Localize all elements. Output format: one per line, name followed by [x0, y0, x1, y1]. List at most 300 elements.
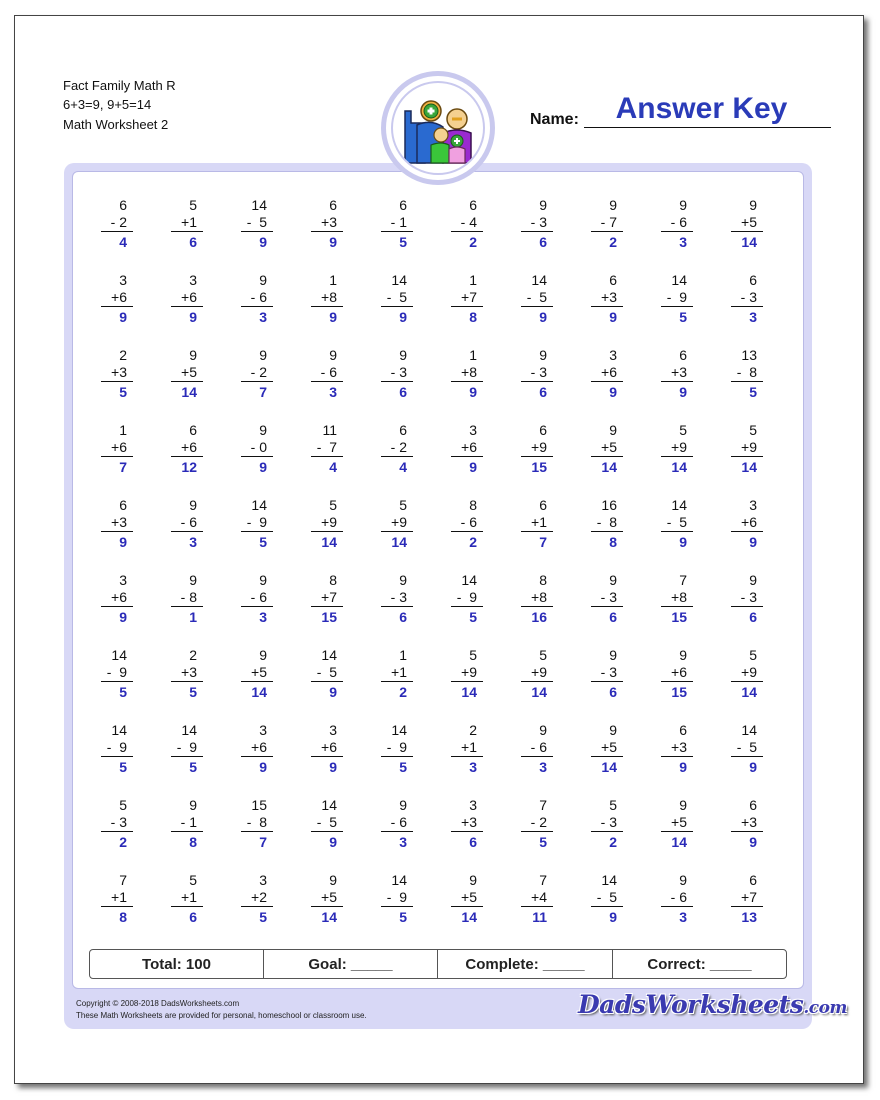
problem-rule	[171, 906, 203, 907]
problem-top-number: 6	[679, 722, 687, 738]
problem-answer: 14	[741, 684, 757, 700]
correct-field: Correct: _____	[647, 956, 752, 973]
problem-answer: 9	[329, 234, 337, 250]
problem-operator-number: +6	[251, 739, 267, 755]
problem-operator-number: +9	[531, 664, 547, 680]
problem-operator-number: +5	[461, 889, 477, 905]
problem	[171, 572, 215, 632]
problem-rule	[311, 756, 343, 757]
problem-answer: 9	[609, 309, 617, 325]
problem-top-number: 3	[259, 722, 267, 738]
problem-operator-number: +7	[741, 889, 757, 905]
problem	[591, 272, 635, 332]
problem	[661, 497, 705, 557]
problem-answer: 5	[679, 309, 687, 325]
problem-operator-number: +3	[111, 514, 127, 530]
problem	[241, 347, 285, 407]
problem-rule	[241, 831, 273, 832]
problem-top-number: 14	[391, 272, 407, 288]
problem-operator-number: - 3	[600, 589, 617, 605]
problem-rule	[661, 231, 693, 232]
complete-field: Complete: _____	[438, 950, 613, 978]
problem	[591, 797, 635, 857]
problem-answer: 7	[259, 834, 267, 850]
problem-rule	[451, 606, 483, 607]
problem-top-number: 9	[679, 797, 687, 813]
problem	[101, 272, 145, 332]
problem-answer: 5	[119, 684, 127, 700]
problem-top-number: 3	[119, 572, 127, 588]
problem-top-number: 9	[469, 872, 477, 888]
problem-top-number: 1	[329, 272, 337, 288]
problem	[661, 647, 705, 707]
problem-operator-number: - 5	[316, 664, 337, 680]
problem-operator-number: - 6	[320, 364, 337, 380]
problem-operator-number: +9	[671, 439, 687, 455]
problem-answer: 9	[259, 234, 267, 250]
problem	[521, 572, 565, 632]
problem	[731, 422, 775, 482]
problem-operator-number: +7	[461, 289, 477, 305]
copyright-notice	[76, 998, 367, 1022]
problem-answer: 3	[189, 534, 197, 550]
problem-answer: 6	[469, 834, 477, 850]
problem-top-number: 3	[259, 872, 267, 888]
problem-operator-number: - 9	[386, 889, 407, 905]
problem-operator-number: +8	[531, 589, 547, 605]
problem-top-number: 5	[539, 647, 547, 663]
problem-rule	[731, 831, 763, 832]
problem	[101, 197, 145, 257]
problem-top-number: 9	[609, 197, 617, 213]
problem	[521, 197, 565, 257]
problem-operator-number: +9	[741, 439, 757, 455]
problem-rule	[241, 231, 273, 232]
problem-rule	[101, 456, 133, 457]
problem-top-number: 6	[539, 422, 547, 438]
problem-answer: 9	[469, 459, 477, 475]
problem-operator-number: +8	[671, 589, 687, 605]
problem-rule	[731, 306, 763, 307]
problem-operator-number: +1	[391, 664, 407, 680]
problem-top-number: 1	[469, 272, 477, 288]
answer-key-label: Answer Key	[615, 92, 788, 125]
problem-rule	[381, 831, 413, 832]
problem-rule	[241, 681, 273, 682]
problem-operator-number: - 1	[180, 814, 197, 830]
problem	[381, 797, 425, 857]
problem-rule	[101, 231, 133, 232]
problem-operator-number: - 3	[600, 814, 617, 830]
problem-rule	[451, 231, 483, 232]
problem	[451, 197, 495, 257]
problem	[731, 197, 775, 257]
problem-rule	[381, 681, 413, 682]
problem-operator-number: - 6	[180, 514, 197, 530]
problem-operator-number: - 8	[736, 364, 757, 380]
problem-operator-number: - 6	[250, 289, 267, 305]
problem	[591, 422, 635, 482]
problem-rule	[521, 756, 553, 757]
problem	[101, 797, 145, 857]
problem-answer: 8	[469, 309, 477, 325]
problem-answer: 2	[469, 234, 477, 250]
problem-answer: 2	[609, 234, 617, 250]
problem	[731, 647, 775, 707]
problem-rule	[241, 606, 273, 607]
problem-answer: 14	[461, 909, 477, 925]
problem-operator-number: +5	[671, 814, 687, 830]
problem-top-number: 5	[119, 797, 127, 813]
problem-operator-number: - 9	[456, 589, 477, 605]
problem-rule	[171, 531, 203, 532]
problem-top-number: 5	[189, 197, 197, 213]
problem-top-number: 14	[321, 647, 337, 663]
problem-answer: 3	[399, 834, 407, 850]
problem-top-number: 9	[679, 872, 687, 888]
problem-rule	[521, 906, 553, 907]
problem-operator-number: +3	[111, 364, 127, 380]
problem-operator-number: - 2	[250, 364, 267, 380]
problem-answer: 14	[461, 684, 477, 700]
problem-operator-number: +3	[601, 289, 617, 305]
problem-operator-number: +5	[321, 889, 337, 905]
problem	[451, 272, 495, 332]
problem-operator-number: - 4	[460, 214, 477, 230]
problem-answer: 6	[539, 234, 547, 250]
problem-rule	[521, 381, 553, 382]
brand-dads: Dads	[578, 990, 646, 1019]
problem-rule	[171, 831, 203, 832]
problem	[381, 722, 425, 782]
problem-rule	[731, 381, 763, 382]
problem-answer: 9	[329, 309, 337, 325]
problem-top-number: 14	[111, 647, 127, 663]
problem-answer: 14	[321, 909, 337, 925]
problem-answer: 14	[671, 459, 687, 475]
problem-top-number: 1	[469, 347, 477, 363]
problem	[311, 647, 355, 707]
problem-rule	[311, 456, 343, 457]
problem-answer: 15	[531, 459, 547, 475]
problem-top-number: 15	[251, 797, 267, 813]
problem-rule	[591, 756, 623, 757]
problem-top-number: 9	[609, 722, 617, 738]
problem-operator-number: - 3	[600, 664, 617, 680]
problem	[451, 872, 495, 932]
problem	[241, 872, 285, 932]
name-field-line	[584, 127, 831, 128]
problem-operator-number: +5	[601, 439, 617, 455]
problem-rule	[101, 906, 133, 907]
problem-answer: 3	[679, 909, 687, 925]
problem-operator-number: - 9	[386, 739, 407, 755]
problem-operator-number: +6	[181, 439, 197, 455]
problem-rule	[661, 381, 693, 382]
problem-rule	[591, 306, 623, 307]
problem-top-number: 6	[749, 272, 757, 288]
problem-rule	[381, 456, 413, 457]
goal-field: Goal: _____	[264, 950, 438, 978]
problem-answer: 9	[189, 309, 197, 325]
problem-top-number: 5	[609, 797, 617, 813]
problem-answer: 14	[321, 534, 337, 550]
problem-top-number: 1	[119, 422, 127, 438]
problem-operator-number: +5	[601, 739, 617, 755]
problem-rule	[381, 906, 413, 907]
problem-answer: 6	[189, 909, 197, 925]
problem-top-number: 9	[539, 722, 547, 738]
problem-answer: 9	[679, 384, 687, 400]
problem	[661, 197, 705, 257]
problem-top-number: 14	[671, 497, 687, 513]
problem-top-number: 9	[609, 572, 617, 588]
problem-operator-number: - 2	[390, 439, 407, 455]
problem	[381, 272, 425, 332]
problem	[311, 872, 355, 932]
problem-answer: 3	[679, 234, 687, 250]
problem-answer: 9	[749, 534, 757, 550]
problem	[101, 572, 145, 632]
problem	[381, 347, 425, 407]
problem	[241, 647, 285, 707]
problem-answer: 5	[189, 759, 197, 775]
problem-operator-number: - 6	[530, 739, 547, 755]
problem-rule	[661, 456, 693, 457]
problem-answer: 14	[391, 534, 407, 550]
problem-rule	[591, 906, 623, 907]
problem	[101, 497, 145, 557]
problem-top-number: 2	[189, 647, 197, 663]
problem-top-number: 9	[259, 272, 267, 288]
problem-rule	[311, 906, 343, 907]
problem-top-number: 3	[119, 272, 127, 288]
problem	[731, 347, 775, 407]
problem-answer: 2	[399, 684, 407, 700]
problem-top-number: 9	[609, 647, 617, 663]
problem-answer: 9	[749, 759, 757, 775]
problem-operator-number: +7	[321, 589, 337, 605]
name-label: Name:	[530, 111, 579, 128]
problem	[451, 497, 495, 557]
problem	[591, 497, 635, 557]
problem-rule	[101, 681, 133, 682]
problem-top-number: 7	[119, 872, 127, 888]
problem-top-number: 3	[329, 722, 337, 738]
problem-rule	[521, 606, 553, 607]
problem-rule	[171, 231, 203, 232]
problem-answer: 9	[399, 309, 407, 325]
problem-rule	[241, 531, 273, 532]
problem-rule	[591, 681, 623, 682]
problem-answer: 9	[469, 384, 477, 400]
problem-operator-number: +9	[391, 514, 407, 530]
problem-rule	[661, 606, 693, 607]
problem	[171, 797, 215, 857]
problem	[521, 872, 565, 932]
problem-rule	[731, 456, 763, 457]
problem-top-number: 8	[329, 572, 337, 588]
problem-answer: 14	[601, 759, 617, 775]
problem	[451, 722, 495, 782]
problem	[381, 872, 425, 932]
usage-notice: These Math Worksheets are provided for personal, homeschool or classroom use.	[76, 1011, 367, 1020]
problem-operator-number: +6	[461, 439, 477, 455]
problem-rule	[451, 306, 483, 307]
problem-rule	[451, 831, 483, 832]
problem-top-number: 14	[671, 272, 687, 288]
problem-answer: 6	[539, 384, 547, 400]
copyright-line: Copyright © 2008-2018 DadsWorksheets.com	[76, 999, 240, 1008]
problem-operator-number: +4	[531, 889, 547, 905]
problem-top-number: 14	[111, 722, 127, 738]
problem-rule	[311, 831, 343, 832]
problem-top-number: 16	[601, 497, 617, 513]
problem-rule	[381, 231, 413, 232]
problem-rule	[661, 906, 693, 907]
problem-operator-number: - 5	[386, 289, 407, 305]
problem-operator-number: +6	[111, 289, 127, 305]
problem-operator-number: - 6	[250, 589, 267, 605]
problem-answer: 9	[609, 909, 617, 925]
problem-rule	[241, 756, 273, 757]
problem-rule	[591, 606, 623, 607]
problem-rule	[101, 831, 133, 832]
problem	[731, 722, 775, 782]
problem-rule	[381, 381, 413, 382]
problem-operator-number: - 6	[390, 814, 407, 830]
problem	[731, 872, 775, 932]
problem	[521, 497, 565, 557]
problem-rule	[521, 231, 553, 232]
problem-operator-number: +6	[111, 439, 127, 455]
problem	[171, 872, 215, 932]
problem	[101, 647, 145, 707]
problem-operator-number: - 9	[106, 664, 127, 680]
problem	[451, 347, 495, 407]
problem-answer: 9	[259, 459, 267, 475]
problem-rule	[311, 681, 343, 682]
problem-operator-number: - 6	[670, 214, 687, 230]
problem-operator-number: +5	[181, 364, 197, 380]
problem-top-number: 9	[399, 347, 407, 363]
problem-rule	[521, 531, 553, 532]
problem-answer: 5	[119, 759, 127, 775]
problem-top-number: 9	[749, 197, 757, 213]
problem-top-number: 5	[329, 497, 337, 513]
problem-answer: 5	[189, 684, 197, 700]
problem-rule	[381, 306, 413, 307]
problem-operator-number: - 2	[110, 214, 127, 230]
problem-answer: 1	[189, 609, 197, 625]
problem-answer: 5	[469, 609, 477, 625]
problem-rule	[171, 756, 203, 757]
problem	[661, 797, 705, 857]
problem	[101, 722, 145, 782]
problem	[381, 422, 425, 482]
problem-answer: 2	[119, 834, 127, 850]
problem-rule	[101, 756, 133, 757]
problem-operator-number: +5	[251, 664, 267, 680]
problem	[521, 347, 565, 407]
problem-operator-number: +1	[181, 214, 197, 230]
problem	[241, 497, 285, 557]
problem-top-number: 9	[749, 572, 757, 588]
problem-top-number: 3	[469, 797, 477, 813]
problem-top-number: 5	[749, 647, 757, 663]
problem-answer: 6	[749, 609, 757, 625]
worksheet-title: Fact Family Math R	[63, 78, 176, 93]
problem-answer: 12	[181, 459, 197, 475]
problem-top-number: 1	[399, 647, 407, 663]
problem-top-number: 6	[609, 272, 617, 288]
problem-top-number: 14	[251, 497, 267, 513]
problem-answer: 4	[119, 234, 127, 250]
problem	[731, 572, 775, 632]
problem	[661, 422, 705, 482]
problem-answer: 15	[671, 609, 687, 625]
problem-operator-number: - 3	[390, 364, 407, 380]
problem-operator-number: +3	[181, 664, 197, 680]
problem-rule	[731, 231, 763, 232]
problem	[241, 197, 285, 257]
problem-rule	[381, 531, 413, 532]
problem-operator-number: +9	[461, 664, 477, 680]
problem-top-number: 6	[399, 422, 407, 438]
problem-rule	[381, 756, 413, 757]
problem-answer: 7	[259, 384, 267, 400]
problem-rule	[171, 306, 203, 307]
problem-answer: 9	[539, 309, 547, 325]
problem-rule	[311, 306, 343, 307]
problem-rule	[171, 456, 203, 457]
problem	[591, 722, 635, 782]
problem-rule	[591, 831, 623, 832]
problem-top-number: 6	[399, 197, 407, 213]
problem	[311, 572, 355, 632]
problem-answer: 6	[609, 684, 617, 700]
problem-answer: 4	[329, 459, 337, 475]
problem-top-number: 9	[399, 797, 407, 813]
problem-rule	[381, 606, 413, 607]
problem-rule	[731, 681, 763, 682]
problem-operator-number: +2	[251, 889, 267, 905]
problem	[101, 347, 145, 407]
problem	[731, 497, 775, 557]
problem	[381, 572, 425, 632]
problem-rule	[591, 531, 623, 532]
problem	[171, 422, 215, 482]
problem-operator-number: - 9	[106, 739, 127, 755]
problem-answer: 14	[601, 459, 617, 475]
problem-operator-number: - 3	[740, 289, 757, 305]
problem-top-number: 9	[609, 422, 617, 438]
problem	[521, 422, 565, 482]
problem	[731, 797, 775, 857]
problem-rule	[101, 606, 133, 607]
problem-answer: 9	[329, 684, 337, 700]
problem-rule	[661, 756, 693, 757]
problem-rule	[101, 381, 133, 382]
problem-rule	[451, 906, 483, 907]
problem	[241, 572, 285, 632]
problem	[451, 572, 495, 632]
problem-top-number: 2	[469, 722, 477, 738]
problem	[381, 647, 425, 707]
problem	[731, 272, 775, 332]
problem-answer: 5	[749, 384, 757, 400]
problem-answer: 6	[609, 609, 617, 625]
